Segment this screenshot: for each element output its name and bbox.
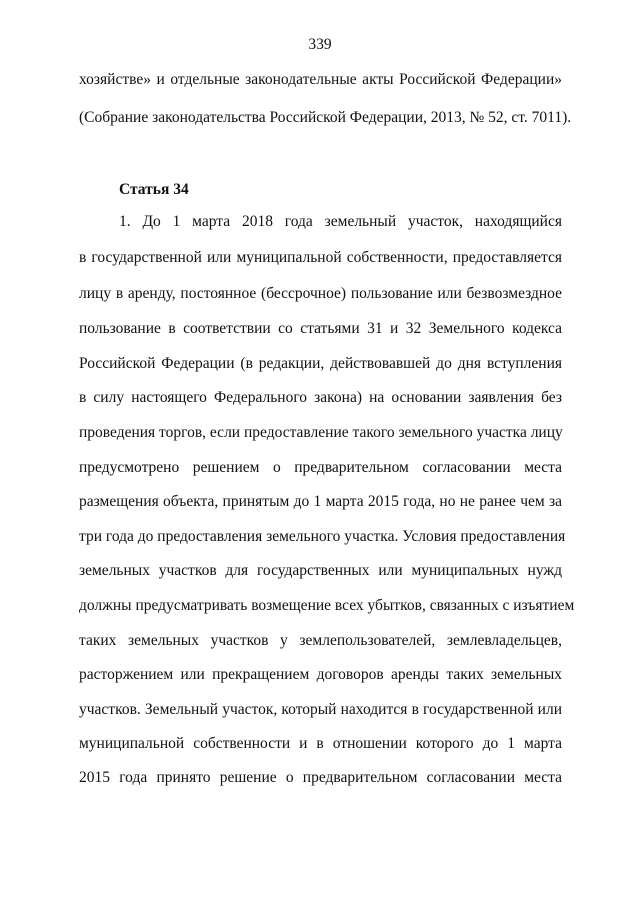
paragraph-line: пользование в соответствии со статьями 31 и 32 Земельного кодекса	[79, 320, 562, 337]
paragraph-line: земельных участков для государственных или муниципальных нужд	[79, 562, 562, 579]
paragraph-line: 1. До 1 марта 2018 года земельный участок, находящийся	[119, 213, 562, 230]
paragraph-line: три года до предоставления земельного участка. Условия предоставления	[79, 528, 566, 545]
page-number: 339	[308, 36, 332, 53]
paragraph-line: Российской Федерации (в редакции, действовавшей до дня вступления	[79, 355, 562, 372]
paragraph-line: муниципальной собственности и в отношении которого до 1 марта	[79, 735, 562, 752]
paragraph-line: предусмотрено решением о предварительном согласовании места	[79, 459, 562, 476]
paragraph-line: 2015 года принято решение о предварительном согласовании места	[79, 769, 562, 786]
paragraph-line: должны предусматривать возмещение всех убытков, связанных с изъятием	[79, 597, 575, 614]
paragraph-line: лицу в аренду, постоянное (бессрочное) пользование или безвозмездное	[79, 285, 562, 302]
intro-line: хозяйстве» и отдельные законодательные акты Российской Федерации»	[79, 71, 562, 88]
paragraph-line: таких земельных участков у землепользователей, землевладельцев,	[79, 632, 562, 649]
paragraph-line: в государственной или муниципальной собственности, предоставляется	[79, 249, 562, 266]
paragraph-line: участков. Земельный участок, который находится в государственной или	[79, 701, 562, 718]
paragraph-line: размещения объекта, принятым до 1 марта 2015 года, но не ранее чем за	[79, 493, 562, 510]
intro-line: (Собрание законодательства Российской Федерации, 2013, № 52, ст. 7011).	[79, 109, 572, 126]
paragraph-line: расторжением или прекращением договоров аренды таких земельных	[79, 666, 562, 683]
article-heading: Статья 34	[119, 181, 189, 198]
paragraph-line: проведения торгов, если предоставление такого земельного участка лицу	[79, 424, 563, 441]
paragraph-line: в силу настоящего Федерального закона) на основании заявления без	[79, 389, 562, 406]
